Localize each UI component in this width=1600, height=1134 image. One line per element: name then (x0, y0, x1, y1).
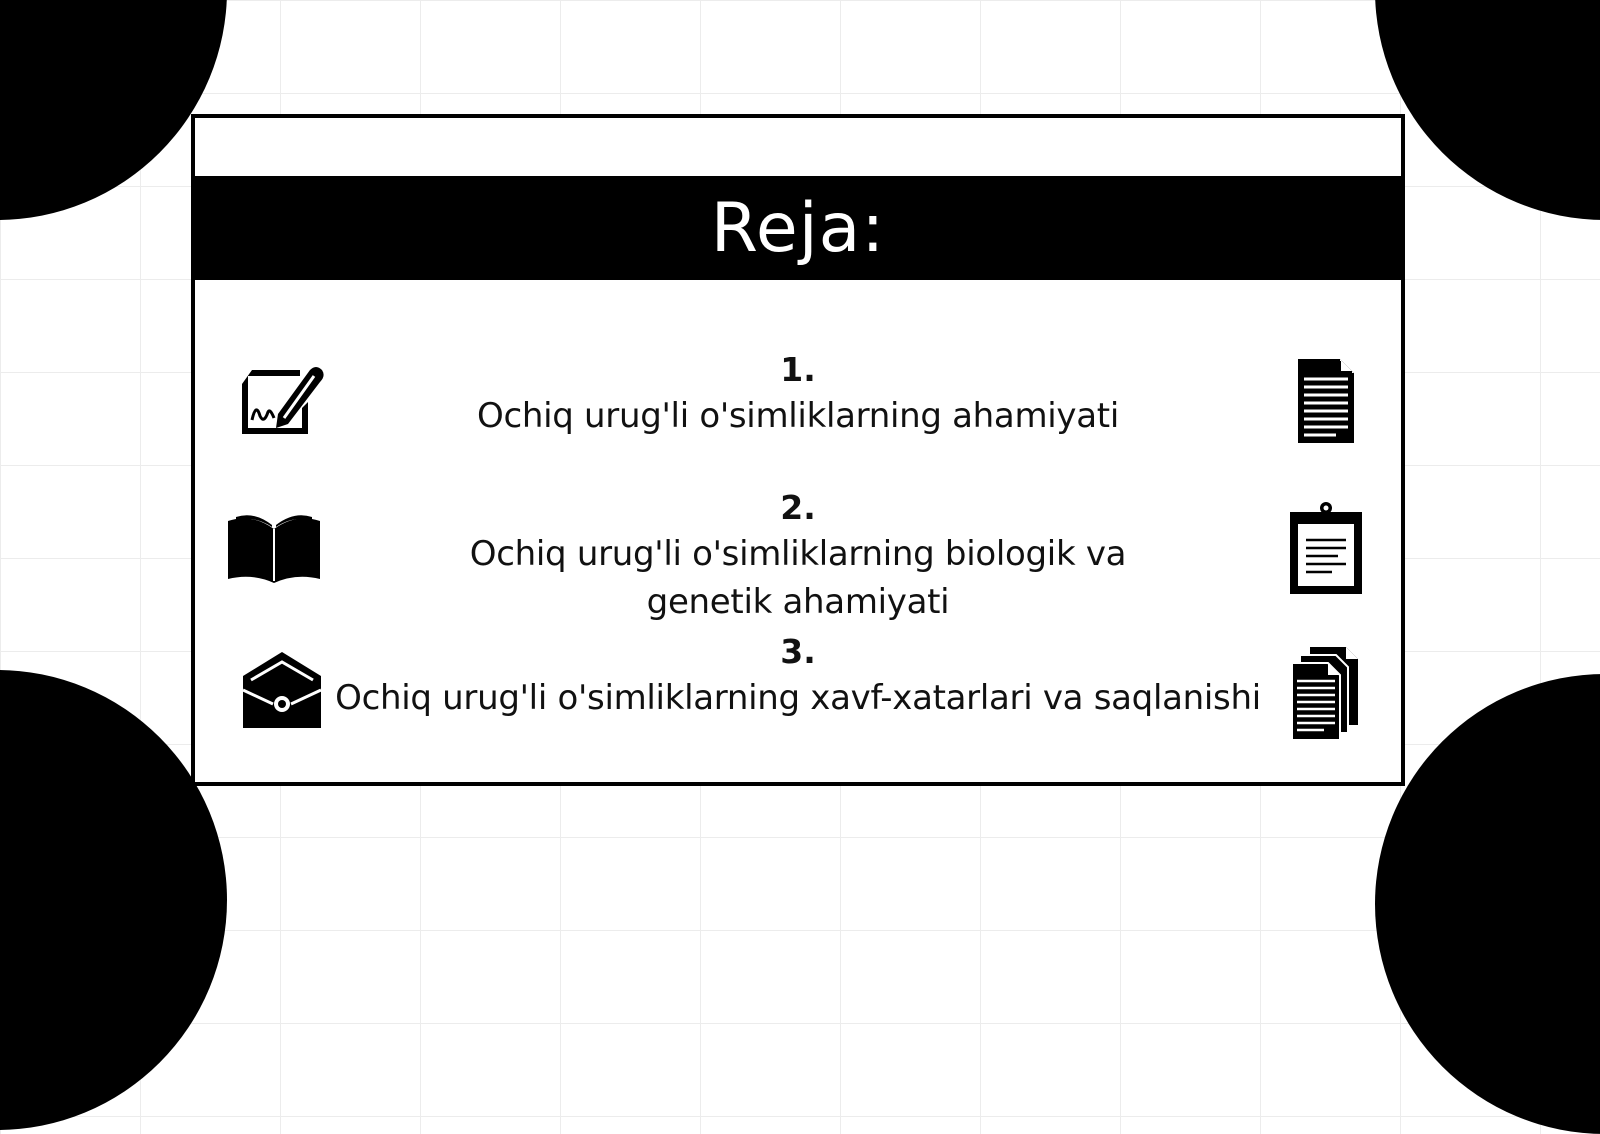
signed-document-icon (238, 362, 324, 438)
plan-item-text: Ochiq urug'li o'simliklarning biologik va genetik ahamiyati (469, 534, 1127, 622)
open-envelope-icon (241, 650, 323, 730)
plan-item-text: Ochiq urug'li o'simliklarning ahamiyati (477, 396, 1119, 436)
plan-card (191, 114, 1405, 786)
title-band (195, 176, 1401, 280)
document-icon (1296, 357, 1356, 445)
plan-item-number: 1. (780, 350, 816, 389)
plan-item-number: 2. (780, 488, 816, 527)
plan-item-number: 3. (780, 632, 816, 671)
plan-item-2 (195, 486, 1401, 626)
clipboard-icon (1288, 502, 1364, 596)
open-book-icon (226, 513, 322, 583)
documents-stack-icon (1290, 645, 1360, 741)
corner-decoration-top-right (1375, 0, 1600, 220)
plan-item-3 (195, 630, 1401, 722)
plan-item-1 (195, 348, 1401, 440)
corner-decoration-bottom-right (1375, 674, 1600, 1134)
plan-item-text: Ochiq urug'li o'simliklarning xavf-xatarlari va saqlanishi (335, 678, 1261, 718)
slide-title: Reja: (710, 188, 886, 268)
